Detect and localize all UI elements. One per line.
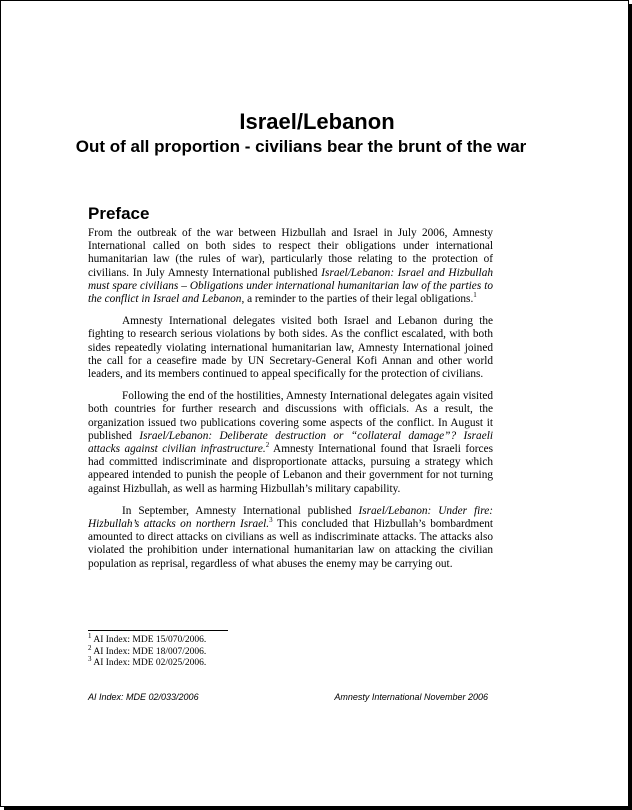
footer-index: AI Index: MDE 02/033/2006 xyxy=(88,692,199,702)
paragraph-4: In September, Amnesty International published Israel/Lebanon: Under fire: Hizbullah’s attacks on northern Israel.$^3$ This concluded that Hizbullah’s bombardment amounted to direct attacks on civilians as well as indiscriminate attacks. The attacks also violated the prohibition under international humanitarian law on attacking the civilian population as reprisal, regardless of what abuses the enemy may be carrying out. xyxy=(88,504,494,570)
document-subtitle: Out of all proportion - civilians bear the brunt of the war xyxy=(75,137,527,156)
footnote-ref: 1 xyxy=(473,291,477,300)
body-text xyxy=(88,227,493,580)
page-footer xyxy=(88,692,488,702)
footnote: $^3$ AI Index: MDE 02/025/2006. xyxy=(88,654,207,668)
footnote-ref: 2 xyxy=(265,441,270,450)
paragraph-3: Following the end of the hostilities, Amnesty International delegates again visited both countries for further research and discussions with officials. As a result, the organization issued two publications covering some aspects of the conflict. In August it published Israel/Lebanon: Deliberate destruction or “collateral damage”? Israeli attacks against civilian infrastructure.$^2$ Amnesty International found that Israeli forces had committed indiscriminate and disproportionate attacks, pursuing a strategy which appeared intended to punish the people of Lebanon and their government for not turning against Hizbullah, as well as harming Hizbullah’s military capability. xyxy=(88,390,493,495)
footnotes xyxy=(88,631,207,670)
document-title: Israel/Lebanon xyxy=(239,109,395,134)
paragraph-2: Amnesty International delegates visited both Israel and Lebanon during the fighting to research serious violations by both sides. As the conflict escalated, with both sides repeatedly violating international humanitarian law, Amnesty International joined the call for a ceasefire made by UN Secretary-General Kofi Annan and other world leaders, and its members continued to appeal specifically for the protection of civilians. xyxy=(88,315,493,381)
footnote: $^2$ AI Index: MDE 18/007/2006. xyxy=(88,643,207,657)
section-heading: Preface xyxy=(88,204,150,223)
footnote-ref: 3 xyxy=(269,516,273,525)
paragraph-1: From the outbreak of the war between Hizbullah and Israel in July 2006, Amnesty International called on both sides to respect their obligations under international humanitarian law (the rules of war), particularly those relating to the protection of civilians. In July Amnesty International published Israel/Lebanon: Israel and Hizbullah must spare civilians – Obligations under international humanitarian law of the parties to the conflict in Israel and Lebanon, a reminder to the parties of their legal obligations.$^1$ xyxy=(88,227,493,306)
footer-publisher: Amnesty International November 2006 xyxy=(334,692,488,702)
footnote-divider xyxy=(88,630,228,631)
footnote: $^1$ AI Index: MDE 15/070/2006. xyxy=(88,631,207,645)
